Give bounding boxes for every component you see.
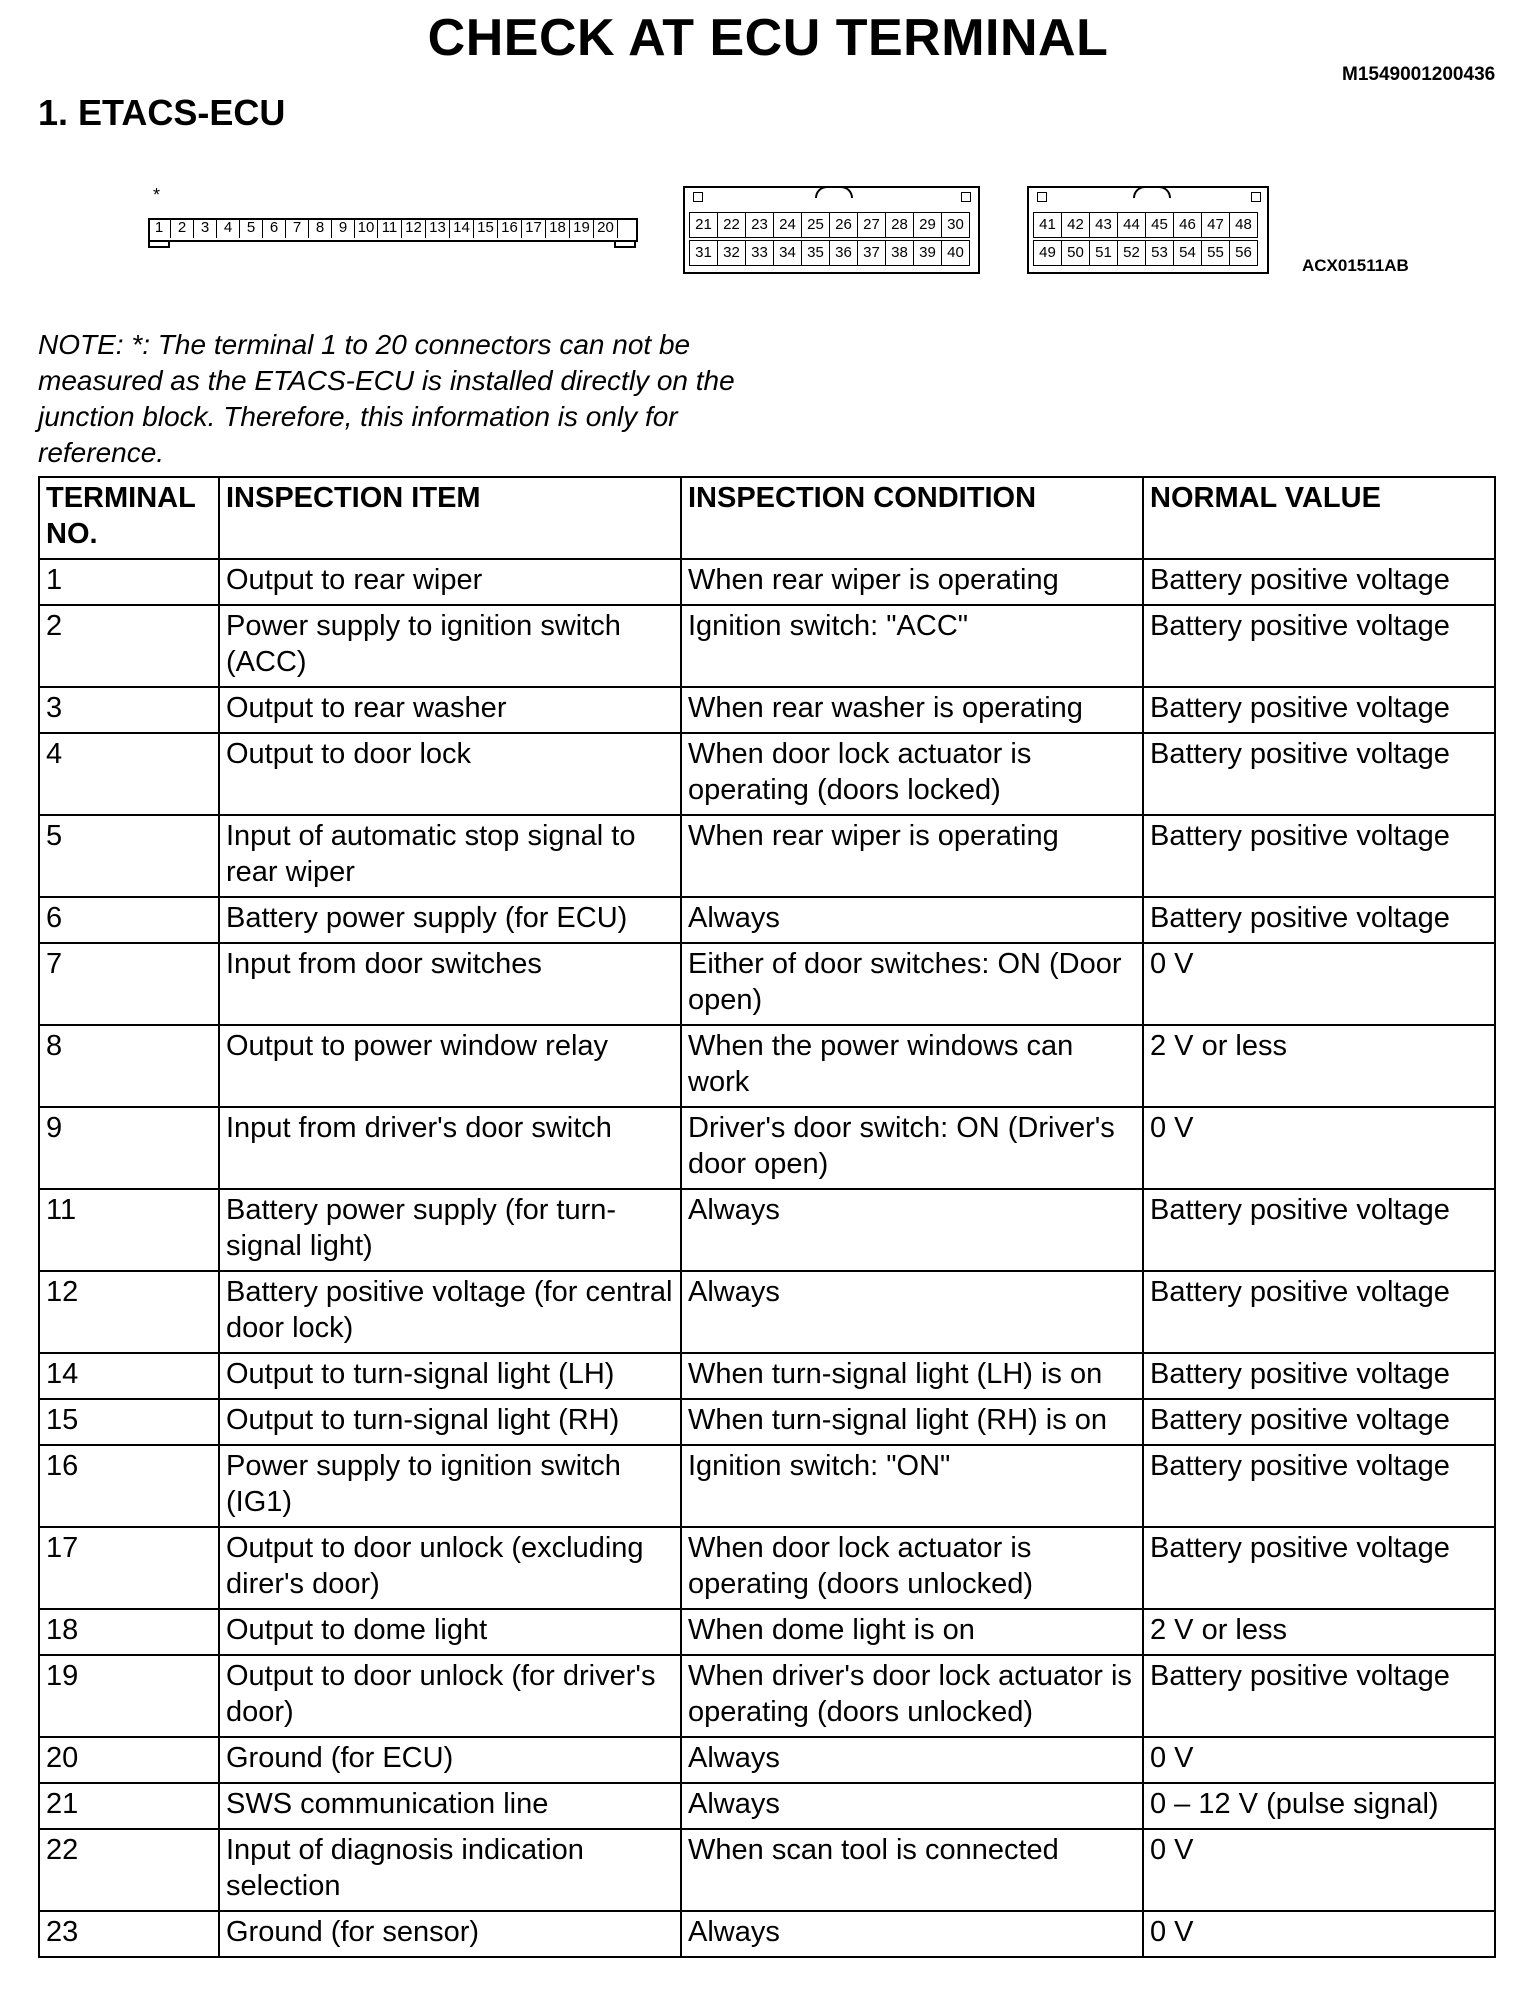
connector-pin: 12: [402, 218, 426, 238]
table-row: [39, 1025, 1495, 1107]
connector-pin: 38: [885, 240, 914, 266]
connector-pin: 5: [240, 218, 263, 238]
section-title: 1. ETACS-ECU: [38, 92, 286, 133]
cell-inspection-condition: When turn-signal light (RH) is on: [681, 1399, 1143, 1445]
connector-pin: 43: [1089, 212, 1118, 238]
connector-pin: 4: [217, 218, 240, 238]
cell-inspection-condition: When rear wiper is operating: [681, 559, 1143, 605]
cell-inspection-condition: Always: [681, 897, 1143, 943]
table-row: [39, 1783, 1495, 1829]
cell-normal-value: Battery positive voltage: [1143, 1655, 1495, 1737]
connector-pin: 2: [171, 218, 194, 238]
cell-inspection-item: Input from driver's door switch: [219, 1107, 681, 1189]
connector-pin: 44: [1117, 212, 1146, 238]
connector-pin: 35: [801, 240, 830, 266]
cell-terminal-no: 2: [39, 605, 219, 687]
connector-pin: 39: [913, 240, 942, 266]
table-row: [39, 815, 1495, 897]
cell-normal-value: 0 V: [1143, 943, 1495, 1025]
cell-terminal-no: 17: [39, 1527, 219, 1609]
cell-normal-value: Battery positive voltage: [1143, 1271, 1495, 1353]
cell-normal-value: Battery positive voltage: [1143, 1399, 1495, 1445]
connector-pin: 28: [885, 212, 914, 238]
cell-inspection-item: Input of diagnosis indication selection: [219, 1829, 681, 1911]
connector-pin: 24: [773, 212, 802, 238]
connector-pin: 8: [309, 218, 332, 238]
figure-id: ACX01511AB: [1302, 256, 1409, 275]
connector-pin: 21: [689, 212, 718, 238]
connector-pin: 7: [286, 218, 309, 238]
connector-pin: 17: [522, 218, 546, 238]
cell-terminal-no: 21: [39, 1783, 219, 1829]
cell-normal-value: 0 V: [1143, 1107, 1495, 1189]
cell-inspection-item: Power supply to ignition switch (ACC): [219, 605, 681, 687]
cell-terminal-no: 20: [39, 1737, 219, 1783]
cell-inspection-condition: Always: [681, 1189, 1143, 1271]
cell-normal-value: Battery positive voltage: [1143, 1445, 1495, 1527]
table-row: [39, 1399, 1495, 1445]
cell-inspection-item: Battery positive voltage (for central door lock): [219, 1271, 681, 1353]
connector-pin: 34: [773, 240, 802, 266]
connector-pin: 54: [1173, 240, 1202, 266]
cell-normal-value: 0 V: [1143, 1737, 1495, 1783]
table-row: [39, 1353, 1495, 1399]
connector-pin: 52: [1117, 240, 1146, 266]
connector-pin: 26: [829, 212, 858, 238]
table-row: [39, 559, 1495, 605]
connector-pin: 16: [498, 218, 522, 238]
table-row: [39, 1737, 1495, 1783]
terminal-inspection-table: [38, 476, 1496, 1958]
page-title: CHECK AT ECU TERMINAL: [427, 9, 1109, 67]
table-row: [39, 1445, 1495, 1527]
cell-inspection-condition: Either of door switches: ON (Door open): [681, 943, 1143, 1025]
table-row: [39, 1189, 1495, 1271]
connector-pin: 46: [1173, 212, 1202, 238]
cell-inspection-item: Output to power window relay: [219, 1025, 681, 1107]
connector-pin: 1: [148, 218, 171, 238]
cell-inspection-item: Battery power supply (for turn-signal light): [219, 1189, 681, 1271]
cell-inspection-item: SWS communication line: [219, 1783, 681, 1829]
connector-pin: 11: [378, 218, 402, 238]
cell-terminal-no: 23: [39, 1911, 219, 1957]
cell-inspection-condition: When driver's door lock actuator is operating (doors unlocked): [681, 1655, 1143, 1737]
cell-inspection-condition: When turn-signal light (LH) is on: [681, 1353, 1143, 1399]
cell-inspection-item: Output to door lock: [219, 733, 681, 815]
cell-normal-value: 0 – 12 V (pulse signal): [1143, 1783, 1495, 1829]
cell-inspection-item: Output to rear washer: [219, 687, 681, 733]
cell-normal-value: Battery positive voltage: [1143, 687, 1495, 733]
cell-normal-value: Battery positive voltage: [1143, 605, 1495, 687]
connector-pin: 30: [941, 212, 970, 238]
connector-pin: 36: [829, 240, 858, 266]
table-row: [39, 733, 1495, 815]
cell-inspection-item: Ground (for ECU): [219, 1737, 681, 1783]
cell-inspection-condition: When scan tool is connected: [681, 1829, 1143, 1911]
document-id: M1549001200436: [1342, 64, 1496, 85]
cell-terminal-no: 22: [39, 1829, 219, 1911]
connector-pin: 55: [1201, 240, 1230, 266]
connector-pin: 32: [717, 240, 746, 266]
cell-inspection-item: Power supply to ignition switch (IG1): [219, 1445, 681, 1527]
cell-normal-value: 0 V: [1143, 1829, 1495, 1911]
table-row: [39, 1527, 1495, 1609]
cell-inspection-item: Input of automatic stop signal to rear wiper: [219, 815, 681, 897]
cell-inspection-condition: Always: [681, 1737, 1143, 1783]
cell-inspection-condition: When rear wiper is operating: [681, 815, 1143, 897]
connector-terminals-41-56: [1027, 186, 1269, 274]
connector-pin: 33: [745, 240, 774, 266]
cell-inspection-item: Output to rear wiper: [219, 559, 681, 605]
connector-pin: 50: [1061, 240, 1090, 266]
connector-pin: 53: [1145, 240, 1174, 266]
cell-terminal-no: 19: [39, 1655, 219, 1737]
cell-inspection-item: Output to dome light: [219, 1609, 681, 1655]
cell-normal-value: Battery positive voltage: [1143, 1189, 1495, 1271]
connector-pin: 47: [1201, 212, 1230, 238]
connector-pin: 56: [1229, 240, 1258, 266]
cell-inspection-condition: When rear washer is operating: [681, 687, 1143, 733]
table-row: [39, 687, 1495, 733]
table-header-row: [39, 477, 1495, 559]
connector-pin: 51: [1089, 240, 1118, 266]
connector-pin: 20: [594, 218, 618, 238]
cell-inspection-item: Output to door unlock (excluding direr's door): [219, 1527, 681, 1609]
cell-terminal-no: 7: [39, 943, 219, 1025]
reference-note: NOTE: *: The terminal 1 to 20 connectors can not be measured as the ETACS-ECU is installed directly on the junction block. Therefore, this information is only for reference.: [38, 329, 735, 468]
cell-terminal-no: 5: [39, 815, 219, 897]
table-row: [39, 943, 1495, 1025]
connector-pin: 29: [913, 212, 942, 238]
connector-pin: 48: [1229, 212, 1258, 238]
connector-pin: 6: [263, 218, 286, 238]
cell-terminal-no: 14: [39, 1353, 219, 1399]
cell-inspection-item: Output to turn-signal light (RH): [219, 1399, 681, 1445]
cell-normal-value: Battery positive voltage: [1143, 815, 1495, 897]
cell-normal-value: Battery positive voltage: [1143, 897, 1495, 943]
table-row: [39, 605, 1495, 687]
table-row: [39, 897, 1495, 943]
cell-terminal-no: 12: [39, 1271, 219, 1353]
connector-pin: 31: [689, 240, 718, 266]
connector-pin: 13: [426, 218, 450, 238]
connector-pin: 45: [1145, 212, 1174, 238]
connector-pin: 22: [717, 212, 746, 238]
cell-normal-value: Battery positive voltage: [1143, 1527, 1495, 1609]
cell-inspection-condition: Ignition switch: "ACC": [681, 605, 1143, 687]
cell-inspection-condition: When door lock actuator is operating (doors locked): [681, 733, 1143, 815]
connector-pin: 9: [332, 218, 355, 238]
cell-inspection-item: Battery power supply (for ECU): [219, 897, 681, 943]
cell-inspection-condition: When door lock actuator is operating (doors unlocked): [681, 1527, 1143, 1609]
cell-normal-value: 2 V or less: [1143, 1025, 1495, 1107]
cell-terminal-no: 9: [39, 1107, 219, 1189]
cell-normal-value: Battery positive voltage: [1143, 733, 1495, 815]
connector-pin: 27: [857, 212, 886, 238]
cell-normal-value: Battery positive voltage: [1143, 1353, 1495, 1399]
header-terminal-no: TERMINAL NO.: [39, 477, 219, 559]
table-row: [39, 1655, 1495, 1737]
cell-normal-value: 0 V: [1143, 1911, 1495, 1957]
connector-pin: 41: [1033, 212, 1062, 238]
asterisk-marker: *: [153, 185, 161, 205]
header-inspection-condition: INSPECTION CONDITION: [681, 477, 1143, 559]
table-row: [39, 1911, 1495, 1957]
table-row: [39, 1107, 1495, 1189]
cell-inspection-condition: Always: [681, 1911, 1143, 1957]
connector-pin: 18: [546, 218, 570, 238]
cell-terminal-no: 18: [39, 1609, 219, 1655]
cell-inspection-item: Output to door unlock (for driver's door): [219, 1655, 681, 1737]
connector-pin: 42: [1061, 212, 1090, 238]
connector-terminals-21-40: [683, 186, 980, 274]
table-row: [39, 1271, 1495, 1353]
cell-inspection-condition: Always: [681, 1271, 1143, 1353]
connector-pin: 25: [801, 212, 830, 238]
connector-pin: 3: [194, 218, 217, 238]
header-inspection-item: INSPECTION ITEM: [219, 477, 681, 559]
cell-terminal-no: 15: [39, 1399, 219, 1445]
cell-inspection-item: Input from door switches: [219, 943, 681, 1025]
connector-pin: 10: [355, 218, 378, 238]
cell-terminal-no: 8: [39, 1025, 219, 1107]
cell-terminal-no: 16: [39, 1445, 219, 1527]
connector-pin: 23: [745, 212, 774, 238]
cell-terminal-no: 4: [39, 733, 219, 815]
cell-inspection-condition: When the power windows can work: [681, 1025, 1143, 1107]
header-normal-value: NORMAL VALUE: [1143, 477, 1495, 559]
cell-terminal-no: 6: [39, 897, 219, 943]
connector-pin: 15: [474, 218, 498, 238]
cell-inspection-item: Output to turn-signal light (LH): [219, 1353, 681, 1399]
table-row: [39, 1829, 1495, 1911]
connector-pin: 14: [450, 218, 474, 238]
connector-pin: 40: [941, 240, 970, 266]
cell-inspection-condition: Ignition switch: "ON": [681, 1445, 1143, 1527]
cell-inspection-condition: When dome light is on: [681, 1609, 1143, 1655]
cell-normal-value: Battery positive voltage: [1143, 559, 1495, 605]
cell-inspection-condition: Driver's door switch: ON (Driver's door open): [681, 1107, 1143, 1189]
table-row: [39, 1609, 1495, 1655]
cell-normal-value: 2 V or less: [1143, 1609, 1495, 1655]
cell-terminal-no: 11: [39, 1189, 219, 1271]
cell-inspection-item: Ground (for sensor): [219, 1911, 681, 1957]
connector-pin: 49: [1033, 240, 1062, 266]
cell-terminal-no: 1: [39, 559, 219, 605]
cell-terminal-no: 3: [39, 687, 219, 733]
connector-pin: 37: [857, 240, 886, 266]
cell-inspection-condition: Always: [681, 1783, 1143, 1829]
connector-pin: 19: [570, 218, 594, 238]
